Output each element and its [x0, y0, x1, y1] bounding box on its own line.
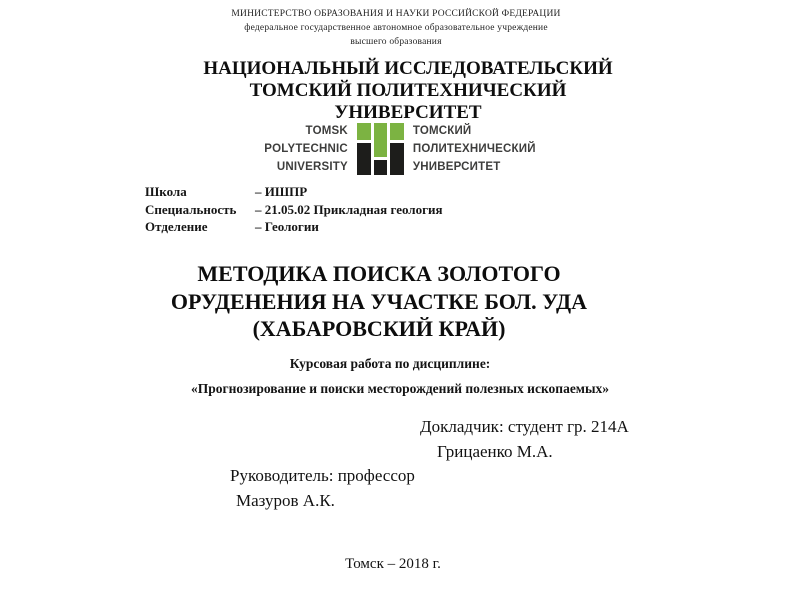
tpu-logo-text-line: ТОМСКИЙ	[412, 125, 472, 137]
info-row-school	[145, 183, 443, 201]
ministry-line: высшего образования	[350, 37, 442, 47]
university-name	[12, 58, 800, 124]
info-label: Школа	[145, 184, 187, 199]
tpu-emblem-icon	[357, 123, 404, 175]
speaker-name: Грицаенко М.А.	[437, 441, 553, 461]
university-name-line: НАЦИОНАЛЬНЫЙ ИССЛЕДОВАТЕЛЬСКИЙ	[203, 58, 613, 79]
credits-block	[0, 415, 800, 513]
info-value: – Геологии	[255, 219, 319, 234]
ministry-line: федеральное государственное автономное образовательное учреждение	[244, 23, 548, 33]
tpu-logo-text-line: TOMSK	[305, 125, 348, 137]
footer-city-year: Томск – 2018 г.	[345, 556, 441, 572]
tpu-logo	[0, 122, 800, 176]
presentation-title-line: (ХАБАРОВСКИЙ КРАЙ)	[252, 316, 506, 341]
presentation-title-line: ОРУДЕНЕНИЯ НА УЧАСТКЕ БОЛ. УДА	[170, 288, 588, 314]
speaker-line: Докладчик: студент гр. 214А	[420, 417, 629, 436]
university-name-line: ТОМСКИЙ ПОЛИТЕХНИЧЕСКИЙ	[249, 80, 567, 101]
university-name-line: УНИВЕРСИТЕТ	[334, 102, 482, 123]
info-label: Специальность	[145, 201, 237, 217]
tpu-logo-text-line: УНИВЕРСИТЕТ	[412, 161, 501, 173]
tpu-logo-text-russian	[413, 122, 536, 176]
tpu-logo-text-line: ПОЛИТЕХНИЧЕСКИЙ	[412, 143, 536, 155]
course-work-subtitle: Курсовая работа по дисциплине:	[289, 356, 491, 371]
presentation-title-line: МЕТОДИКА ПОИСКА ЗОЛОТОГО	[197, 261, 561, 286]
tpu-logo-text-line: UNIVERSITY	[276, 161, 348, 173]
ministry-header	[0, 7, 792, 49]
info-row-specialty	[145, 201, 443, 219]
program-info-table	[145, 183, 443, 236]
supervisor-line: Руководитель: профессор	[230, 466, 415, 485]
info-label: Отделение	[145, 219, 208, 234]
tpu-logo-text-line: POLYTECHNIC	[264, 143, 348, 155]
supervisor-name: Мазуров А.К.	[236, 490, 335, 510]
info-value: – ИШПР	[255, 184, 308, 199]
info-row-department	[145, 218, 443, 236]
presentation-title	[0, 260, 758, 343]
tpu-logo-text-english	[264, 122, 348, 176]
ministry-line: МИНИСТЕРСТВО ОБРАЗОВАНИЯ И НАУКИ РОССИЙСКОЙ ФЕДЕРАЦИИ	[231, 9, 561, 19]
discipline-subtitle: «Прогнозирование и поиски месторождений полезных ископаемых»	[190, 381, 610, 396]
info-value: – 21.05.02 Прикладная геология	[255, 201, 443, 217]
